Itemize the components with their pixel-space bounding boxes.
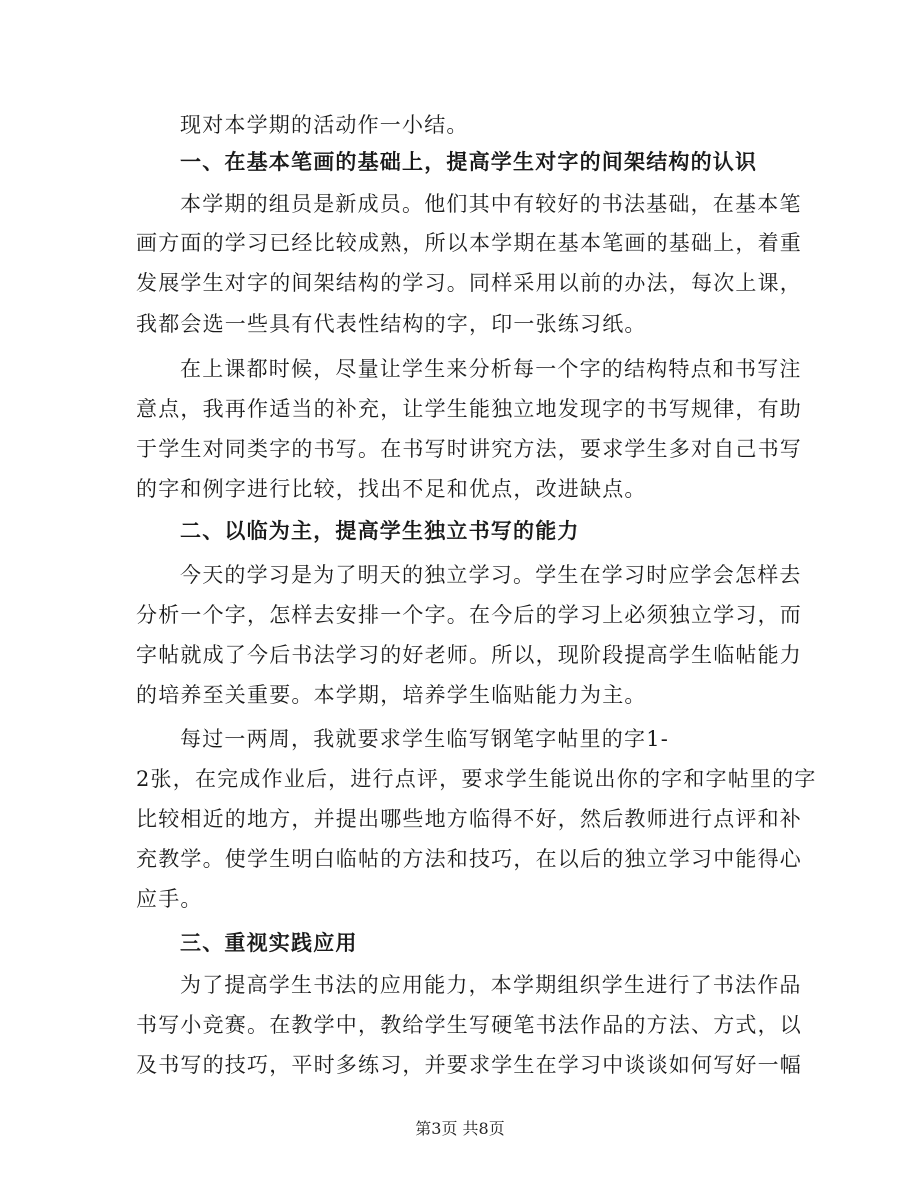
paragraph-line: 意点，我再作适当的补充，让学生能独立地发现字的书写规律，有助 xyxy=(136,397,802,421)
paragraph-line: 每过一两周，我就要求学生临写钢笔字帖里的字1- xyxy=(180,727,670,751)
paragraph-line: 应手。 xyxy=(136,887,203,911)
intro-line: 现对本学期的活动作一小结。 xyxy=(180,113,469,137)
page-number-footer: 第3页 共8页 xyxy=(415,1119,505,1138)
section-heading-3: 三、重视实践应用 xyxy=(180,930,358,955)
paragraph-line: 画方面的学习已经比较成熟，所以本学期在基本笔画的基础上，着重 xyxy=(136,231,802,255)
section-heading-1: 一、在基本笔画的基础上，提高学生对字的间架结构的认识 xyxy=(180,149,758,174)
paragraph-line: 2张，在完成作业后，进行点评，要求学生能说出你的字和字帖里的字 xyxy=(136,767,817,791)
paragraph-line: 比较相近的地方，并提出哪些地方临得不好，然后教师进行点评和补 xyxy=(136,807,802,831)
paragraph-line: 于学生对同类字的书写。在书写时讲究方法，要求学生多对自己书写 xyxy=(136,437,802,461)
paragraph-line: 本学期的组员是新成员。他们其中有较好的书法基础，在基本笔 xyxy=(180,192,802,216)
section-heading-2: 二、以临为主，提高学生独立书写的能力 xyxy=(180,518,580,543)
paragraph-line: 发展学生对字的间架结构的学习。同样采用以前的办法，每次上课， xyxy=(136,271,802,295)
paragraph-line: 分析一个字，怎样去安排一个字。在今后的学习上必须独立学习，而 xyxy=(136,603,802,627)
paragraph-line: 字帖就成了今后书法学习的好老师。所以，现阶段提高学生临帖能力 xyxy=(136,643,802,667)
paragraph-line: 在上课都时候，尽量让学生来分析每一个字的结构特点和书写注 xyxy=(180,357,802,381)
paragraph-line: 书写小竞赛。在教学中，教给学生写硬笔书法作品的方法、方式，以 xyxy=(136,1013,802,1037)
paragraph-line: 我都会选一些具有代表性结构的字，印一张练习纸。 xyxy=(136,312,647,336)
paragraph-line: 的字和例字进行比较，找出不足和优点，改进缺点。 xyxy=(136,477,647,501)
paragraph-line: 今天的学习是为了明天的独立学习。学生在学习时应学会怎样去 xyxy=(180,563,802,587)
paragraph-line: 及书写的技巧，平时多练习，并要求学生在学习中谈谈如何写好一幅 xyxy=(136,1053,802,1077)
paragraph-line: 为了提高学生书法的应用能力，本学期组织学生进行了书法作品 xyxy=(180,973,802,997)
paragraph-line: 充教学。使学生明白临帖的方法和技巧，在以后的独立学习中能得心 xyxy=(136,847,802,871)
paragraph-line: 的培养至关重要。本学期，培养学生临贴能力为主。 xyxy=(136,683,647,707)
